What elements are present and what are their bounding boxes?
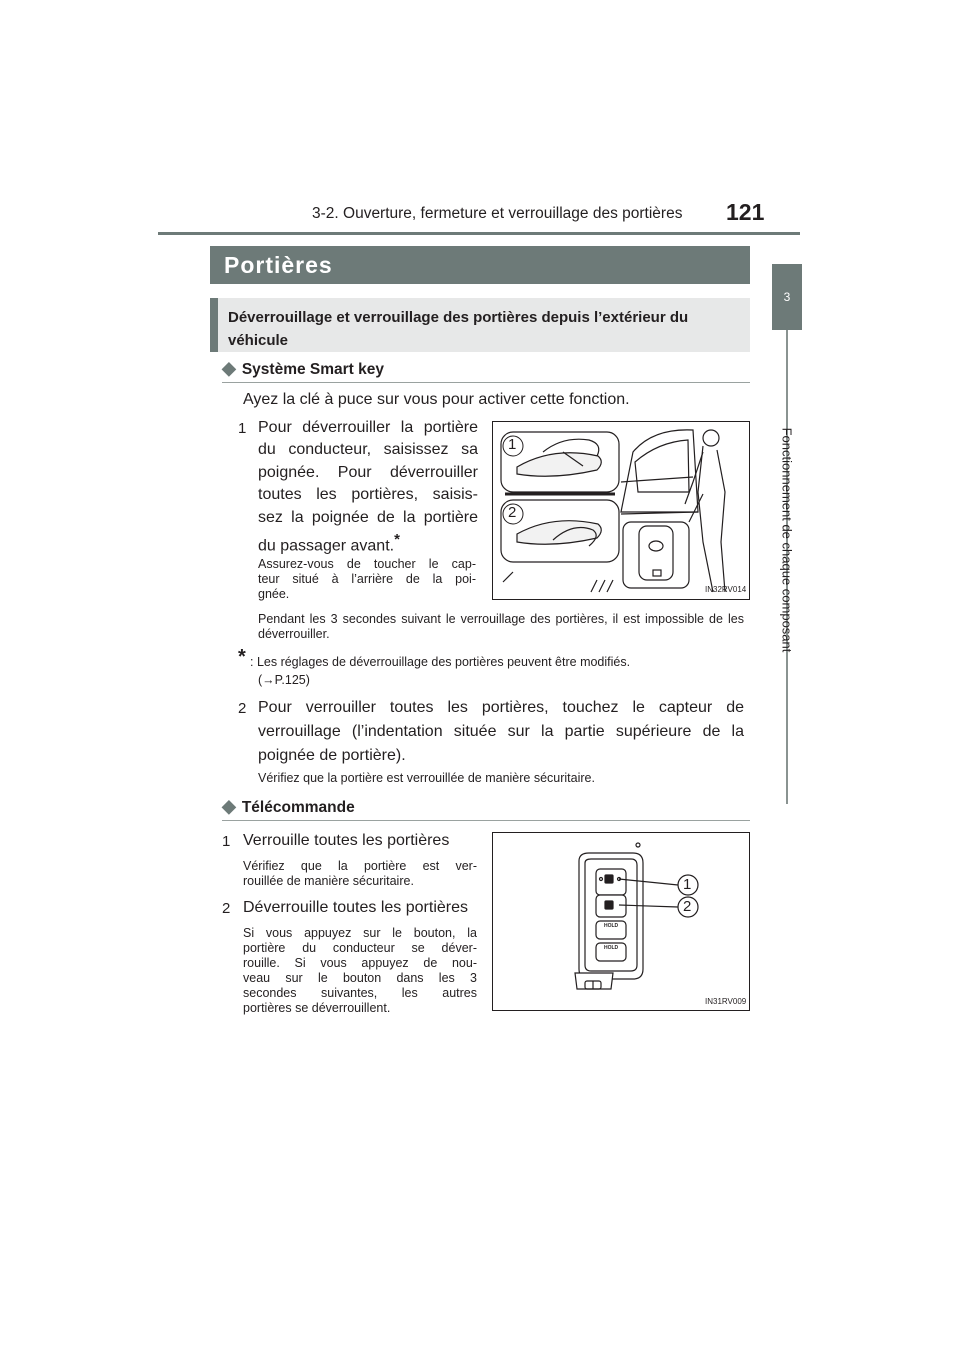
remote-step-number-2: 2	[222, 900, 231, 917]
smart-key-item-2-note: Vérifiez que la portière est verrouillée de manière sécuritaire.	[258, 771, 595, 785]
page-title: Portières	[210, 246, 750, 284]
note-line: rouille. Si vous appuyez de nou-	[243, 956, 477, 970]
section-rule	[222, 820, 750, 821]
item1-line: poignée. Pour déverrouiller	[258, 463, 478, 481]
note-line: Assurez-vous de toucher le cap-	[258, 557, 476, 571]
note-line: secondes suivantes, les autres	[243, 986, 477, 1000]
chapter-side-text: Fonctionnement de chaque composant	[779, 427, 795, 653]
item1-line: sez la poignée de la portière	[258, 508, 478, 526]
note-line: Si vous appuyez sur le bouton, la	[243, 926, 477, 940]
item1-line: du passager avant.	[258, 537, 395, 555]
header-rule	[158, 232, 800, 235]
chapter-tab: 3	[772, 264, 802, 330]
remote-heading	[222, 796, 355, 817]
hold-button-label: HOLD	[604, 923, 619, 929]
smart-key-item-1-note	[258, 557, 476, 602]
note-line: teur situé à l’arrière de la poi-	[258, 572, 476, 586]
diamond-icon: ◆	[222, 358, 236, 378]
page-number: 121	[726, 199, 765, 225]
section-rule	[222, 382, 750, 383]
footnote-reference: (→P.125)	[258, 673, 310, 687]
step-number-2: 2	[238, 700, 247, 717]
step-number-1: 1	[238, 420, 247, 437]
footnote-asterisk: *	[394, 531, 400, 549]
figure-code: IN32RV014	[705, 585, 747, 594]
door-handle-figure	[492, 421, 750, 600]
remote-item-1: Verrouille toutes les portières	[243, 832, 450, 849]
chapter-header: 3-2. Ouverture, fermeture et verrouillage des portières	[312, 205, 683, 222]
note-line: gnée.	[258, 587, 290, 601]
smart-key-lock-note: Pendant les 3 secondes suivant le verrouillage des portières, il est impossible de les déverrouiller.	[258, 612, 744, 641]
smart-key-item-1	[258, 417, 478, 558]
key-fob-illustration	[493, 833, 749, 1010]
door-handle-illustration	[493, 422, 749, 599]
note-line: rouillée de manière sécuritaire.	[243, 874, 414, 888]
callout-1: 1	[683, 876, 692, 893]
section-subtitle: Déverrouillage et verrouillage des portières depuis l’extérieur du véhicule	[210, 298, 750, 352]
footnote-mark: *	[238, 646, 246, 668]
hold-button-label: HOLD	[604, 945, 619, 951]
diamond-icon: ◆	[222, 796, 236, 816]
key-fob-figure	[492, 832, 750, 1011]
smart-key-heading	[222, 358, 384, 379]
remote-step-number-1: 1	[222, 833, 231, 850]
remote-item-2-note	[243, 926, 477, 1016]
item1-line: toutes les portières, saisis-	[258, 486, 478, 504]
remote-heading-text: Télécommande	[241, 799, 355, 816]
note-line: veau sur le bouton dans les 3	[243, 971, 477, 985]
callout-1: 1	[508, 436, 517, 453]
smart-key-item-2: Pour verrouiller toutes les portières, touchez le capteur de verrouillage (l’indentation située sur la partie supérieure de la poignée de portière).	[258, 699, 744, 764]
smart-key-heading-text: Système Smart key	[241, 361, 385, 378]
smart-key-intro: Ayez la clé à puce sur vous pour activer cette fonction.	[243, 391, 630, 408]
remote-item-2: Déverrouille toutes les portières	[243, 899, 468, 916]
remote-item-1-note	[243, 859, 477, 889]
item1-line: du conducteur, saisissez sa	[258, 441, 478, 459]
note-line: portière du conducteur se déver-	[243, 941, 477, 955]
callout-2: 2	[683, 898, 692, 915]
callout-2: 2	[508, 504, 517, 521]
item1-line: Pour déverrouiller la portière	[258, 419, 478, 436]
footnote-text: : Les réglages de déverrouillage des portières peuvent être modifiés.	[250, 655, 631, 669]
note-line: Vérifiez que la portière est ver-	[243, 859, 477, 873]
note-line: portières se déverrouillent.	[243, 1001, 391, 1015]
figure-code: IN31RV009	[705, 997, 747, 1006]
